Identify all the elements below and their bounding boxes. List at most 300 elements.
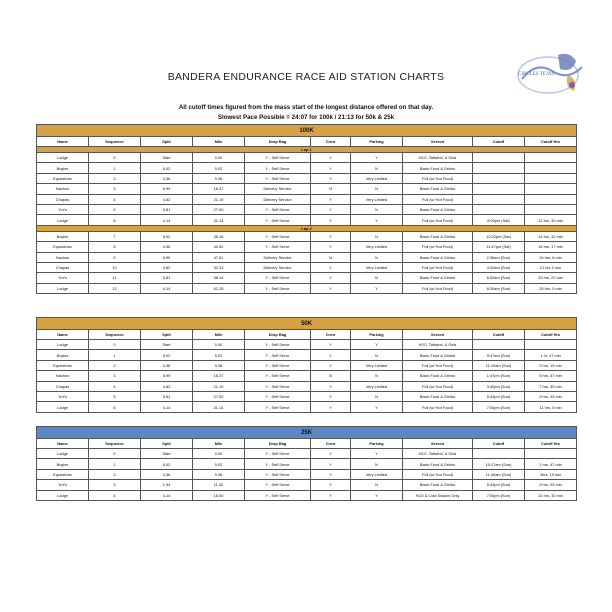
sequence-cell: 8: [89, 242, 141, 252]
sequence-cell: 12: [89, 283, 141, 293]
col-header: Drop Bag: [245, 439, 311, 449]
mile-cell: 27.00: [193, 204, 245, 214]
table-row: [37, 350, 577, 360]
crew-cell: N: [311, 371, 351, 381]
race-title-25k: 25K: [37, 427, 577, 439]
crew-cell: Y: [311, 350, 351, 360]
cutoff-hrs-cell: 16 hrs, 17 min: [525, 242, 577, 252]
crew-cell: Y: [311, 194, 351, 204]
drop-bag-cell: Delivery Service: [245, 184, 311, 194]
sequence-cell: 10: [89, 262, 141, 272]
mile-cell: 0.00: [193, 340, 245, 350]
drop-bag-cell: Delivery Service: [245, 194, 311, 204]
drop-bag-cell: Delivery Service: [245, 262, 311, 272]
cutoff-cell: 5:33pm (Sun): [473, 391, 525, 401]
crew-cell: Y: [311, 153, 351, 163]
split-cell: 4.36: [141, 242, 193, 252]
mile-cell: 31.14: [193, 402, 245, 412]
cutoff-hrs-cell: 19 hrs, 6 min: [525, 252, 577, 262]
sequence-cell: 4: [89, 194, 141, 204]
cutoff-hrs-cell: [525, 163, 577, 173]
sequence-cell: 9: [89, 252, 141, 262]
col-header: Name: [37, 330, 89, 340]
parking-cell: N: [351, 163, 403, 173]
drop-bag-cell: Y - Self Serve: [245, 449, 311, 459]
col-header: Name: [37, 137, 89, 147]
crew-cell: Y: [311, 173, 351, 183]
table-row: [37, 469, 577, 479]
parking-cell: N: [351, 252, 403, 262]
parking-cell: Y: [351, 490, 403, 500]
split-cell: 5.02: [141, 231, 193, 241]
split-cell: 6.99: [141, 371, 193, 381]
sequence-cell: 3: [89, 184, 141, 194]
col-header: Cutoff Hrs: [525, 439, 577, 449]
crew-cell: Y: [311, 490, 351, 500]
cutoff-cell: [473, 173, 525, 183]
lap2-body: [37, 231, 577, 293]
parking-cell: Very Limited: [351, 360, 403, 370]
split-cell: 4.82: [141, 194, 193, 204]
parking-cell: Very Limited: [351, 262, 403, 272]
served-cell: H2O, Tailwind, & Gels: [403, 449, 473, 459]
col-header: Cutoff Hrs: [525, 330, 577, 340]
col-header: Drop Bag: [245, 137, 311, 147]
col-header: Served: [403, 137, 473, 147]
sequence-cell: 1: [89, 163, 141, 173]
crew-cell: Y: [311, 469, 351, 479]
served-cell: Full (w/ Hot Food): [403, 469, 473, 479]
col-header: Sequence: [89, 330, 141, 340]
mile-cell: 58.14: [193, 273, 245, 283]
header-row-25k: [37, 439, 577, 449]
split-cell: Start: [141, 153, 193, 163]
drop-bag-cell: Y - Self Serve: [245, 480, 311, 490]
col-header: Name: [37, 439, 89, 449]
parking-cell: Y: [351, 153, 403, 163]
sequence-cell: 1: [89, 459, 141, 469]
name-cell: Chapas: [37, 381, 89, 391]
split-cell: 5.81: [141, 273, 193, 283]
table-25k: [36, 426, 577, 501]
served-cell: Full (w/ Hot Food): [403, 262, 473, 272]
drop-bag-cell: Y - Self Serve: [245, 371, 311, 381]
split-cell: Start: [141, 340, 193, 350]
header-row-50k: [37, 330, 577, 340]
name-cell: Equestrian: [37, 173, 89, 183]
crew-cell: Y: [311, 231, 351, 241]
lap-label-1: Lap 1: [37, 147, 577, 153]
parking-cell: N: [351, 231, 403, 241]
table-row: [37, 480, 577, 490]
split-cell: 4.36: [141, 173, 193, 183]
col-header: Sequence: [89, 439, 141, 449]
parking-cell: N: [351, 480, 403, 490]
table-row: [37, 371, 577, 381]
served-cell: H2O, Tailwind, & Gels: [403, 153, 473, 163]
drop-bag-cell: Y - Self Serve: [245, 360, 311, 370]
parking-cell: N: [351, 350, 403, 360]
split-cell: 4.14: [141, 215, 193, 225]
table-row: [37, 173, 577, 183]
race-title-100k: 100K: [37, 125, 577, 137]
served-cell: Basic Food & Drinks: [403, 252, 473, 262]
name-cell: YoYo: [37, 273, 89, 283]
parking-cell: Very Limited: [351, 194, 403, 204]
split-cell: 6.99: [141, 184, 193, 194]
sequence-cell: 0: [89, 449, 141, 459]
col-header: Split: [141, 330, 193, 340]
drop-bag-cell: Y - Self Serve: [245, 163, 311, 173]
mile-cell: 5.02: [193, 459, 245, 469]
name-cell: Boyles: [37, 459, 89, 469]
table-row: [37, 402, 577, 412]
mile-cell: 9.38: [193, 173, 245, 183]
parking-cell: Very Limited: [351, 469, 403, 479]
served-cell: Basic Food & Drinks: [403, 231, 473, 241]
name-cell: Lodge: [37, 402, 89, 412]
logo-text: CIRCLES TEJAS: [518, 72, 555, 77]
sequence-cell: 7: [89, 231, 141, 241]
sequence-cell: 4: [89, 381, 141, 391]
col-header: Mile: [193, 137, 245, 147]
crew-cell: N: [311, 184, 351, 194]
cutoff-hrs-cell: 21 hrs 2 min: [525, 262, 577, 272]
name-cell: Chapas: [37, 194, 89, 204]
parking-cell: N: [351, 459, 403, 469]
crew-cell: Y: [311, 340, 351, 350]
cutoff-hrs-cell: [525, 153, 577, 163]
crew-cell: Y: [311, 163, 351, 173]
drop-bag-cell: Y - Self Serve: [245, 215, 311, 225]
served-cell: Full (w/ Hot Food): [403, 194, 473, 204]
name-cell: Equestrian: [37, 242, 89, 252]
name-cell: Boyles: [37, 163, 89, 173]
drop-bag-cell: Y - Self Serve: [245, 153, 311, 163]
served-cell: Full (w/ Hot Food): [403, 283, 473, 293]
served-cell: Full (w/ Hot Food): [403, 402, 473, 412]
col-header: Cutoff: [473, 137, 525, 147]
drop-bag-cell: Y - Self Serve: [245, 204, 311, 214]
col-header: Split: [141, 137, 193, 147]
pace-note: Slowest Pace Possible = 24:07 for 100k / 21:13 for 50k & 25k: [217, 114, 395, 121]
race-logo: [512, 45, 592, 105]
cutoff-cell: 3:30pm (Sun): [473, 381, 525, 391]
mile-cell: 16.37: [193, 184, 245, 194]
parking-cell: Very Limited: [351, 173, 403, 183]
header-row-100k: [37, 137, 577, 147]
parking-cell: Very Limited: [351, 381, 403, 391]
served-cell: Full (w/ Hot Food): [403, 242, 473, 252]
col-header: Parking: [351, 439, 403, 449]
cutoff-cell: [473, 153, 525, 163]
cutoff-hrs-cell: [525, 184, 577, 194]
name-cell: YoYo: [37, 480, 89, 490]
mile-cell: 0.00: [193, 449, 245, 459]
served-cell: Full (w/ Hot Food): [403, 173, 473, 183]
table-row: [37, 215, 577, 225]
split-cell: 1.94: [141, 480, 193, 490]
name-cell: YoYo: [37, 204, 89, 214]
drop-bag-cell: Y - Self Serve: [245, 469, 311, 479]
served-cell: Basic Food & Drinks: [403, 480, 473, 490]
served-cell: Basic Food & Drinks: [403, 391, 473, 401]
cutoff-cell: [473, 449, 525, 459]
col-header: Sequence: [89, 137, 141, 147]
cutoff-cell: 8:00pm (Sat): [473, 215, 525, 225]
cutoff-hrs-cell: 5 hrs, 47 min: [525, 371, 577, 381]
cutoff-hrs-cell: [525, 340, 577, 350]
parking-cell: N: [351, 371, 403, 381]
split-cell: 5.02: [141, 163, 193, 173]
mile-cell: 5.02: [193, 350, 245, 360]
cutoff-cell: 10:02pm (Sat): [473, 231, 525, 241]
drop-bag-cell: Y - Self Serve: [245, 381, 311, 391]
split-cell: 4.14: [141, 283, 193, 293]
cutoff-cell: 7:00pm (Sun): [473, 402, 525, 412]
served-cell: Full (w/ Hot Food): [403, 215, 473, 225]
sequence-cell: 11: [89, 273, 141, 283]
sequence-cell: 3: [89, 371, 141, 381]
drop-bag-cell: Delivery Service: [245, 252, 311, 262]
cutoff-cell: 11:19am (Sun): [473, 360, 525, 370]
race25k-body: [37, 449, 577, 501]
cutoff-hrs-cell: [525, 204, 577, 214]
col-header: Crew: [311, 439, 351, 449]
col-header: Drop Bag: [245, 330, 311, 340]
table-row: [37, 184, 577, 194]
col-header: Mile: [193, 439, 245, 449]
col-header: Parking: [351, 330, 403, 340]
name-cell: Nachos: [37, 252, 89, 262]
split-cell: 5.02: [141, 459, 193, 469]
cutoff-hrs-cell: 11 hrs, 0 min: [525, 402, 577, 412]
sequence-cell: 5: [89, 391, 141, 401]
cutoff-hrs-cell: [525, 449, 577, 459]
cutoff-hrs-cell: 25 hrs, 0 min: [525, 283, 577, 293]
cutoff-cell: [473, 184, 525, 194]
crew-cell: Y: [311, 204, 351, 214]
name-cell: Chapas: [37, 262, 89, 272]
crew-cell: Y: [311, 402, 351, 412]
parking-cell: Y: [351, 283, 403, 293]
table-row: [37, 153, 577, 163]
served-cell: Basic Food & Drinks: [403, 184, 473, 194]
cutoff-hrs-cell: 1 hr, 47 min: [525, 350, 577, 360]
table-50k: [36, 317, 577, 413]
name-cell: Boyles: [37, 350, 89, 360]
split-cell: 6.99: [141, 252, 193, 262]
crew-cell: Y: [311, 459, 351, 469]
drop-bag-cell: Y - Self Serve: [245, 459, 311, 469]
served-cell: Basic Food & Drinks: [403, 273, 473, 283]
sequence-cell: 2: [89, 360, 141, 370]
cutoff-hrs-cell: 14 hrs, 32 min: [525, 231, 577, 241]
name-cell: Equestrian: [37, 360, 89, 370]
drop-bag-cell: Y - Self Serve: [245, 231, 311, 241]
cutoff-hrs-cell: 12 hrs, 30 min: [525, 215, 577, 225]
race-title-50k: 50K: [37, 318, 577, 330]
col-header: Crew: [311, 330, 351, 340]
table-row: [37, 381, 577, 391]
crew-cell: Y: [311, 381, 351, 391]
served-cell: H2O, Tailwind, & Gels: [403, 340, 473, 350]
cutoff-hrs-cell: 9 hrs, 03 min: [525, 480, 577, 490]
col-header: Crew: [311, 137, 351, 147]
name-cell: Lodge: [37, 153, 89, 163]
sequence-cell: 3: [89, 480, 141, 490]
sequence-cell: 1: [89, 350, 141, 360]
col-header: Served: [403, 330, 473, 340]
table-row: [37, 242, 577, 252]
served-cell: Basic Food & Drinks: [403, 350, 473, 360]
cutoff-hrs-cell: 7 hrs, 30 min: [525, 381, 577, 391]
name-cell: YoYo: [37, 391, 89, 401]
lap1-body: [37, 153, 577, 226]
mile-cell: 5.02: [193, 163, 245, 173]
name-cell: Lodge: [37, 215, 89, 225]
sequence-cell: 4: [89, 490, 141, 500]
drop-bag-cell: Y - Self Serve: [245, 350, 311, 360]
drop-bag-cell: Y - Self Serve: [245, 173, 311, 183]
name-cell: Nachos: [37, 184, 89, 194]
cutoff-hrs-cell: 3hrs, 19 min: [525, 469, 577, 479]
cutoff-cell: [473, 204, 525, 214]
served-cell: Basic Food & Drinks: [403, 163, 473, 173]
split-cell: 4.36: [141, 360, 193, 370]
table-row: [37, 391, 577, 401]
parking-cell: N: [351, 273, 403, 283]
sequence-cell: 6: [89, 215, 141, 225]
page-title: BANDERA ENDURANCE RACE AID STATION CHARTS: [167, 71, 445, 83]
mile-cell: 52.33: [193, 262, 245, 272]
split-cell: 4.14: [141, 402, 193, 412]
crew-cell: Y: [311, 449, 351, 459]
table-row: [37, 262, 577, 272]
crew-cell: Y: [311, 273, 351, 283]
mile-cell: 16.37: [193, 371, 245, 381]
name-cell: Lodge: [37, 340, 89, 350]
table-row: [37, 360, 577, 370]
crew-cell: Y: [311, 242, 351, 252]
col-header: Cutoff: [473, 330, 525, 340]
cutoff-hrs-cell: 10 hrs, 30 min: [525, 490, 577, 500]
cutoff-hrs-cell: [525, 194, 577, 204]
crew-cell: Y: [311, 360, 351, 370]
cutoff-cell: 1:47pm (Sun): [473, 371, 525, 381]
crew-cell: Y: [311, 215, 351, 225]
table-row: [37, 449, 577, 459]
col-header: Cutoff: [473, 439, 525, 449]
name-cell: Lodge: [37, 283, 89, 293]
cutoff-hrs-cell: 23 hrs, 22 min: [525, 273, 577, 283]
mile-cell: 15.50: [193, 490, 245, 500]
table-100k: [36, 124, 577, 294]
cutoff-hrs-cell: [525, 173, 577, 183]
parking-cell: N: [351, 184, 403, 194]
mile-cell: 27.00: [193, 391, 245, 401]
race50k-body: [37, 340, 577, 413]
sequence-cell: 0: [89, 340, 141, 350]
cutoff-hrs-cell: 3 hrs, 19 min: [525, 360, 577, 370]
sequence-cell: 2: [89, 469, 141, 479]
split-cell: 5.81: [141, 391, 193, 401]
sequence-cell: 5: [89, 204, 141, 214]
mile-cell: 11.32: [193, 480, 245, 490]
served-cell: Full (w/ Hot Food): [403, 381, 473, 391]
mile-cell: 36.16: [193, 231, 245, 241]
name-cell: Equestrian: [37, 469, 89, 479]
name-cell: Nachos: [37, 371, 89, 381]
served-cell: Full (w/ Hot Food): [403, 360, 473, 370]
drop-bag-cell: Y - Self Serve: [245, 242, 311, 252]
parking-cell: Y: [351, 402, 403, 412]
crew-cell: Y: [311, 262, 351, 272]
cutoff-cell: 5:33pm (Sun): [473, 480, 525, 490]
table-row: [37, 204, 577, 214]
parking-cell: Very Limited: [351, 242, 403, 252]
mile-cell: 21.19: [193, 194, 245, 204]
drop-bag-cell: Y - Self Serve: [245, 273, 311, 283]
crew-cell: N: [311, 252, 351, 262]
cutoff-hrs-cell: 1 hrs, 47 min: [525, 459, 577, 469]
name-cell: Lodge: [37, 449, 89, 459]
mile-cell: 0.00: [193, 153, 245, 163]
parking-cell: Y: [351, 340, 403, 350]
cutoff-cell: [473, 163, 525, 173]
crew-cell: Y: [311, 283, 351, 293]
cutoff-note: All cutoff times figured from the mass start of the longest distance offered on that day.: [178, 104, 434, 111]
table-row: [37, 283, 577, 293]
cutoff-cell: 2:36am (Sun): [473, 252, 525, 262]
cutoff-cell: 8:30am (Sun): [473, 283, 525, 293]
table-row: [37, 273, 577, 283]
cutoff-cell: [473, 194, 525, 204]
table-row: [37, 459, 577, 469]
table-row: [37, 252, 577, 262]
mile-cell: 31.14: [193, 215, 245, 225]
sequence-cell: 6: [89, 402, 141, 412]
name-cell: Lodge: [37, 490, 89, 500]
crew-cell: Y: [311, 480, 351, 490]
cutoff-cell: 7:00pm (Sun): [473, 490, 525, 500]
cutoff-hrs-cell: 9 hrs, 33 min: [525, 391, 577, 401]
table-row: [37, 340, 577, 350]
parking-cell: N: [351, 391, 403, 401]
col-header: Split: [141, 439, 193, 449]
served-cell: Basic Food & Drinks: [403, 204, 473, 214]
parking-cell: Y: [351, 449, 403, 459]
parking-cell: Y: [351, 215, 403, 225]
table-row: [37, 231, 577, 241]
served-cell: Basic Food & Drinks: [403, 459, 473, 469]
table-row: [37, 490, 577, 500]
split-cell: 5.81: [141, 204, 193, 214]
lap-label-2: Lap 2: [37, 225, 577, 231]
col-header: Mile: [193, 330, 245, 340]
col-header: Served: [403, 439, 473, 449]
col-header: Parking: [351, 137, 403, 147]
cutoff-cell: 9:47am (Sun): [473, 350, 525, 360]
split-cell: 4.82: [141, 381, 193, 391]
drop-bag-cell: Y - Self Serve: [245, 402, 311, 412]
cutoff-cell: 11:49am (Sun): [473, 469, 525, 479]
sequence-cell: 2: [89, 173, 141, 183]
served-cell: Basic Food & Drinks: [403, 371, 473, 381]
drop-bag-cell: Y - Self Serve: [245, 391, 311, 401]
sequence-cell: 0: [89, 153, 141, 163]
mile-cell: 47.51: [193, 252, 245, 262]
